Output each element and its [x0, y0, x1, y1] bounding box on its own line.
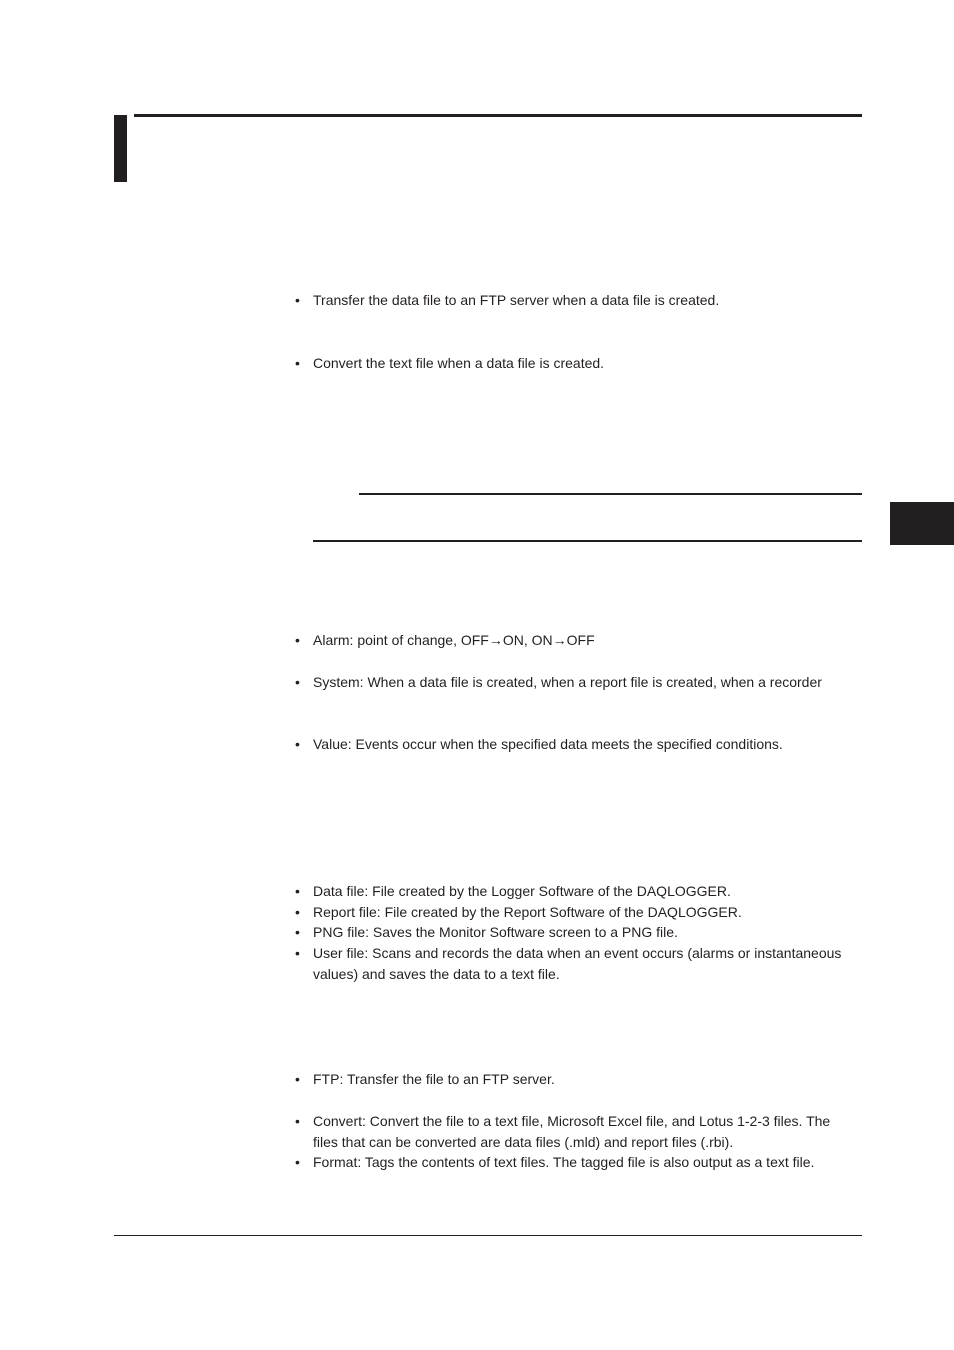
chapter-side-tab: [890, 502, 954, 545]
bullet-marker: •: [295, 1071, 300, 1087]
list-item: [295, 672, 855, 693]
list-item: [295, 353, 855, 374]
list-item: [295, 290, 855, 311]
list-item-text: Convert the text file when a data file is created.: [313, 355, 605, 371]
list-item: [295, 1111, 855, 1153]
footer-rule: [114, 1235, 862, 1236]
chapter-header-block: [114, 115, 127, 182]
bullet-marker: •: [295, 1113, 300, 1129]
list-item-text: Transfer the data file to an FTP server when a data file is created.: [313, 292, 720, 308]
list-item-text: Convert: Convert the file to a text file, Microsoft Excel file, and Lotus 1-2-3 files. The files that can be converted are data files (.mld) and report files (.rbi).: [313, 1113, 831, 1150]
list-item-text: Format: Tags the contents of text files. The tagged file is also output as a text file.: [313, 1154, 815, 1170]
bullet-marker: •: [295, 736, 300, 752]
bullet-marker: •: [295, 904, 300, 920]
list-item: [295, 881, 855, 902]
list-item: [295, 902, 855, 923]
list-item: [295, 1152, 855, 1173]
bullet-marker: •: [295, 632, 300, 648]
list-item-text: System: When a data file is created, when a report file is created, when a recorder: [313, 674, 822, 690]
list-item: [295, 734, 855, 755]
note-bottom-rule: [313, 540, 862, 542]
list-item-text: Report file: File created by the Report Software of the DAQLOGGER.: [313, 904, 742, 920]
bullet-marker: •: [295, 1154, 300, 1170]
bullet-marker: •: [295, 883, 300, 899]
chapter-header-rule: [134, 114, 862, 117]
bullet-marker: •: [295, 292, 300, 308]
note-top-rule: [359, 493, 862, 495]
list-item-text: Value: Events occur when the specified data meets the specified conditions.: [313, 736, 783, 752]
bullet-marker: •: [295, 674, 300, 690]
bullet-marker: •: [295, 945, 300, 961]
list-item: [295, 943, 855, 985]
list-item: [295, 922, 855, 943]
list-item: [295, 1069, 855, 1090]
bullet-marker: •: [295, 355, 300, 371]
list-item-text: Data file: File created by the Logger Software of the DAQLOGGER.: [313, 883, 731, 899]
list-item-text: PNG file: Saves the Monitor Software screen to a PNG file.: [313, 924, 678, 940]
list-item: [295, 630, 855, 651]
list-item-text: FTP: Transfer the file to an FTP server.: [313, 1071, 555, 1087]
list-item-text: Alarm: point of change, OFF→ON, ON→OFF: [313, 632, 595, 648]
bullet-marker: •: [295, 924, 300, 940]
list-item-text: User file: Scans and records the data when an event occurs (alarms or instantaneous values) and saves the data to a text file.: [313, 945, 842, 982]
